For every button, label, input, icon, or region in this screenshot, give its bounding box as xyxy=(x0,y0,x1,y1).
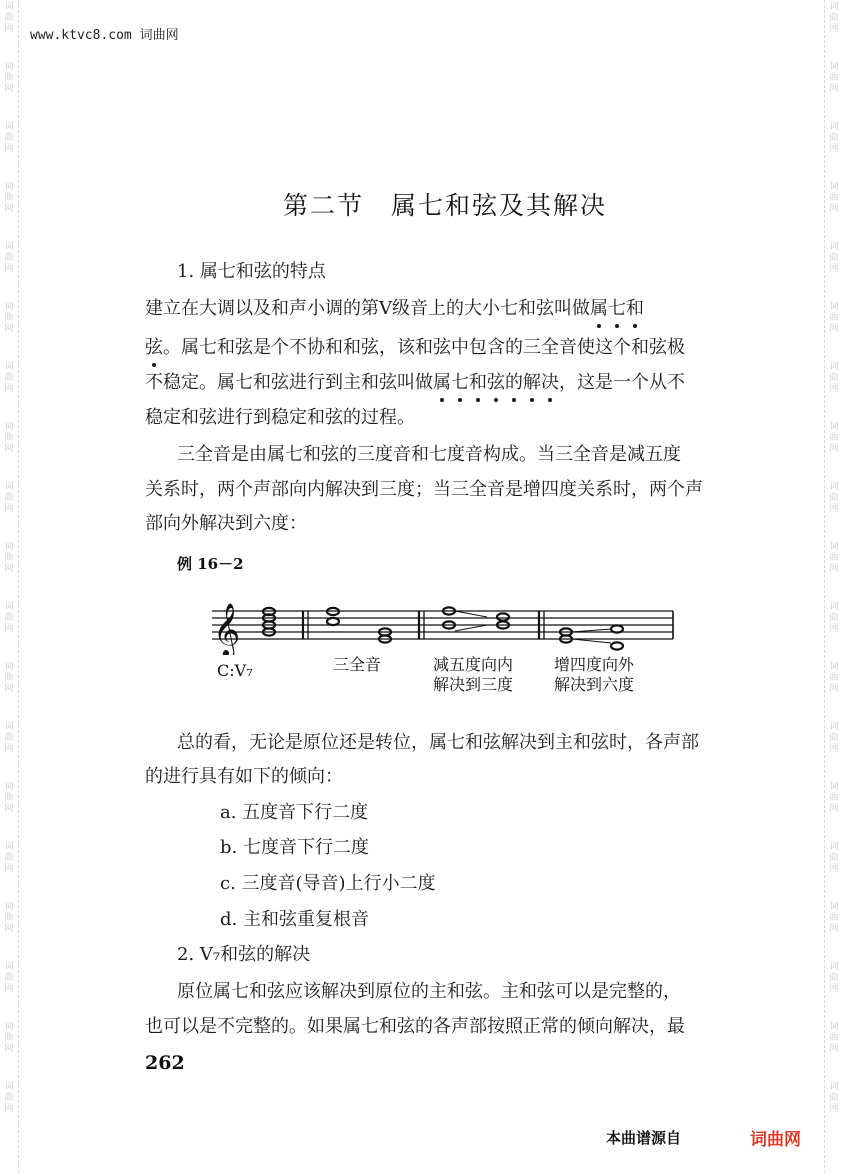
site-url[interactable]: www.ktvc8.com 词曲网 xyxy=(30,28,179,43)
list-item: d. 主和弦重复根音 xyxy=(220,909,369,930)
heading-characteristics: 1. 属七和弦的特点 xyxy=(177,261,326,282)
watermark-text: 词 曲 网 xyxy=(4,302,14,334)
emph-char: 决 xyxy=(541,372,559,393)
watermark-text: 词 曲 网 xyxy=(4,662,14,694)
watermark-text: 词 曲 网 xyxy=(829,902,839,934)
watermark-text: 词 曲 网 xyxy=(4,962,14,994)
watermark-text: 词 曲 网 xyxy=(829,362,839,394)
para1-line3-suffix: ，这是一个从不 xyxy=(559,372,685,393)
footer-source-label: 本曲谱源自 xyxy=(606,1129,682,1147)
watermark-text: 词 曲 网 xyxy=(4,62,14,94)
watermark-text: 词 曲 网 xyxy=(4,782,14,814)
para1-line2 xyxy=(145,338,685,358)
watermark-text: 词 曲 网 xyxy=(4,602,14,634)
watermark-text: 词 曲 网 xyxy=(829,122,839,154)
tritone-label: 三全音 xyxy=(333,655,382,674)
emph-char: 的 xyxy=(505,372,523,393)
watermark-text: 词 曲 网 xyxy=(829,182,839,214)
para3-line1: 总的看，无论是原位还是转位，属七和弦解决到主和弦时，各声部 xyxy=(177,732,699,753)
watermark-text: 词 曲 网 xyxy=(829,542,839,574)
watermark-text: 词 曲 网 xyxy=(829,422,839,454)
emph-char: 属 xyxy=(590,298,608,319)
watermark-text: 词 曲 网 xyxy=(829,482,839,514)
watermark-text: 词 曲 网 xyxy=(4,1082,14,1114)
para2-line3: 部向外解决到六度： xyxy=(145,513,307,534)
page-number: 262 xyxy=(145,1052,185,1074)
aug4-label-line2: 解决到六度 xyxy=(554,675,635,694)
treble-clef-icon: 𝄞 xyxy=(213,602,241,655)
para1-line1-prefix: 建立在大调以及和声小调的第Ⅴ级音上的大小七和弦叫做 xyxy=(145,298,590,319)
dim5-label-line1: 减五度向内 xyxy=(433,655,514,674)
watermark-text: 词 曲 网 xyxy=(829,962,839,994)
chord-label: C:V₇ xyxy=(217,661,253,680)
emph-char: 七 xyxy=(451,372,469,393)
emph-char: 和 xyxy=(469,372,487,393)
para1-line3 xyxy=(145,373,685,393)
watermark-text: 词 曲 网 xyxy=(4,362,14,394)
para1-line2-rest: 。属七和弦是个不协和和弦，该和弦中包含的三全音使这个和弦极 xyxy=(163,337,685,358)
watermark-text: 词 曲 网 xyxy=(829,302,839,334)
list-item: b. 七度音下行二度 xyxy=(220,837,369,858)
list-item: a. 五度音下行二度 xyxy=(220,802,369,823)
watermark-text: 词 曲 网 xyxy=(829,602,839,634)
watermark-text: 词 曲 网 xyxy=(829,722,839,754)
list-item: c. 三度音(导音)上行小二度 xyxy=(220,873,436,894)
watermark-text: 词 曲 网 xyxy=(829,1082,839,1114)
heading-v7-resolution: 2. V₇和弦的解决 xyxy=(177,944,311,965)
section-title: 第二节 属七和弦及其解决 xyxy=(282,191,607,220)
dim5-label-line2: 解决到三度 xyxy=(433,675,514,694)
example-label: 例 16－2 xyxy=(177,555,244,573)
watermark-text: 词 曲 网 xyxy=(4,2,14,34)
para4-line2: 也可以是不完整的。如果属七和弦的各声部按照正常的倾向解决，最 xyxy=(145,1016,685,1037)
watermark-text: 词 曲 网 xyxy=(829,2,839,34)
watermark-text: 词 曲 网 xyxy=(829,1022,839,1054)
footer-site-link[interactable]: 词曲网 xyxy=(750,1130,801,1150)
para2-line1: 三全音是由属七和弦的三度音和七度音构成。当三全音是减五度 xyxy=(177,444,681,465)
emph-char: 和 xyxy=(626,298,644,319)
music-staff xyxy=(205,595,675,655)
para1-line1 xyxy=(145,299,644,319)
watermark-text: 词 曲 网 xyxy=(4,182,14,214)
watermark-text: 词 曲 网 xyxy=(4,1022,14,1054)
left-watermark-strip xyxy=(0,0,19,1173)
para1-line4: 稳定和弦进行到稳定和弦的过程。 xyxy=(145,407,415,428)
watermark-text: 词 曲 网 xyxy=(4,122,14,154)
para4-line1: 原位属七和弦应该解决到原位的主和弦。主和弦可以是完整的， xyxy=(177,981,681,1002)
emph-char: 弦 xyxy=(487,372,505,393)
aug4-label-line1: 增四度向外 xyxy=(554,655,635,674)
emph-char: 属 xyxy=(433,372,451,393)
watermark-text: 词 曲 网 xyxy=(829,782,839,814)
emph-char: 弦 xyxy=(145,337,163,358)
para2-line2: 关系时，两个声部向内解决到三度；当三全音是增四度关系时，两个声 xyxy=(145,479,703,500)
watermark-text: 词 曲 网 xyxy=(4,242,14,274)
watermark-text: 词 曲 网 xyxy=(4,722,14,754)
emph-char: 七 xyxy=(608,298,626,319)
emph-char: 解 xyxy=(523,372,541,393)
right-watermark-strip xyxy=(824,0,843,1173)
watermark-text: 词 曲 网 xyxy=(829,62,839,94)
watermark-text: 词 曲 网 xyxy=(829,662,839,694)
watermark-text: 词 曲 网 xyxy=(4,902,14,934)
para3-line2: 的进行具有如下的倾向： xyxy=(145,766,343,787)
watermark-text: 词 曲 网 xyxy=(829,842,839,874)
watermark-text: 词 曲 网 xyxy=(4,542,14,574)
watermark-text: 词 曲 网 xyxy=(4,422,14,454)
watermark-text: 词 曲 网 xyxy=(4,482,14,514)
watermark-text: 词 曲 网 xyxy=(4,842,14,874)
para1-line3-prefix: 不稳定。属七和弦进行到主和弦叫做 xyxy=(145,372,433,393)
watermark-text: 词 曲 网 xyxy=(829,242,839,274)
